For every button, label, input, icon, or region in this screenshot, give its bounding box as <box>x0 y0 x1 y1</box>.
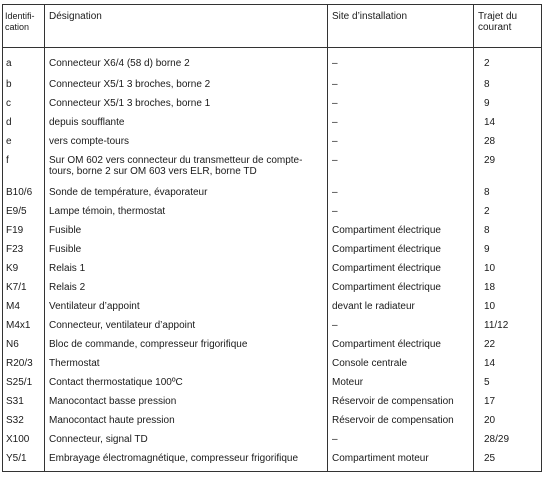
row-trajet: 2 <box>474 202 542 221</box>
table-row <box>3 94 542 113</box>
row-identification: S32 <box>3 411 45 430</box>
row-designation: Connecteur X6/4 (58 d) borne 2 <box>45 48 328 75</box>
row-trajet: 25 <box>474 449 542 472</box>
row-identification: S25/1 <box>3 373 45 392</box>
row-identification: B10/6 <box>3 183 45 202</box>
row-identification: a <box>3 48 45 75</box>
header-row <box>3 5 542 48</box>
row-identification: R20/3 <box>3 354 45 373</box>
header-identification: Identifi- cation <box>3 5 45 48</box>
row-site: Console centrale <box>328 354 474 373</box>
row-site: – <box>328 48 474 75</box>
table-row <box>3 373 542 392</box>
table-row <box>3 132 542 151</box>
row-identification: E9/5 <box>3 202 45 221</box>
row-identification: e <box>3 132 45 151</box>
header-designation: Désignation <box>45 5 328 48</box>
row-designation: Manocontact basse pression <box>45 392 328 411</box>
row-trajet: 8 <box>474 75 542 94</box>
header-site: Site d’installation <box>328 5 474 48</box>
row-designation: Connecteur, ventilateur d’appoint <box>45 316 328 335</box>
row-designation: Fusible <box>45 221 328 240</box>
row-identification: M4 <box>3 297 45 316</box>
table-row <box>3 259 542 278</box>
row-site: – <box>328 75 474 94</box>
table-row <box>3 151 542 183</box>
row-site: – <box>328 202 474 221</box>
row-site: – <box>328 316 474 335</box>
row-identification: F19 <box>3 221 45 240</box>
row-trajet: 10 <box>474 297 542 316</box>
row-designation: Thermostat <box>45 354 328 373</box>
row-trajet: 10 <box>474 259 542 278</box>
row-designation: Connecteur, signal TD <box>45 430 328 449</box>
table-row <box>3 183 542 202</box>
table-row <box>3 335 542 354</box>
row-designation: Contact thermostatique 100ºC <box>45 373 328 392</box>
row-site: Compartiment moteur <box>328 449 474 472</box>
table-row <box>3 113 542 132</box>
row-identification: F23 <box>3 240 45 259</box>
row-designation: Bloc de commande, compresseur frigorifique <box>45 335 328 354</box>
table-row <box>3 221 542 240</box>
table-row <box>3 297 542 316</box>
table-row <box>3 278 542 297</box>
row-site: Compartiment électrique <box>328 278 474 297</box>
table-row <box>3 75 542 94</box>
row-identification: f <box>3 151 45 183</box>
table-row <box>3 48 542 75</box>
row-designation: Ventilateur d’appoint <box>45 297 328 316</box>
row-trajet: 9 <box>474 240 542 259</box>
table-row <box>3 354 542 373</box>
row-identification: c <box>3 94 45 113</box>
row-trajet: 9 <box>474 94 542 113</box>
table-row <box>3 411 542 430</box>
row-identification: N6 <box>3 335 45 354</box>
row-site: – <box>328 430 474 449</box>
table-row <box>3 240 542 259</box>
component-legend-table <box>2 4 542 472</box>
table-row <box>3 316 542 335</box>
header-trajet: Trajet du courant <box>474 5 542 48</box>
row-identification: X100 <box>3 430 45 449</box>
row-site: – <box>328 113 474 132</box>
row-trajet: 18 <box>474 278 542 297</box>
row-designation: Manocontact haute pression <box>45 411 328 430</box>
row-site: – <box>328 183 474 202</box>
row-designation: Sur OM 602 vers connecteur du transmetteur de compte-tours, borne 2 sur OM 603 vers ELR, borne TD <box>45 151 328 183</box>
row-trajet: 22 <box>474 335 542 354</box>
table-row <box>3 392 542 411</box>
row-identification: S31 <box>3 392 45 411</box>
row-site: – <box>328 151 474 183</box>
row-identification: Y5/1 <box>3 449 45 472</box>
row-site: Réservoir de compensation <box>328 392 474 411</box>
row-trajet: 29 <box>474 151 542 183</box>
row-identification: K9 <box>3 259 45 278</box>
row-designation: Lampe témoin, thermostat <box>45 202 328 221</box>
row-site: devant le radiateur <box>328 297 474 316</box>
row-site: Compartiment électrique <box>328 240 474 259</box>
row-designation: Relais 1 <box>45 259 328 278</box>
table-row <box>3 430 542 449</box>
row-identification: b <box>3 75 45 94</box>
row-designation: Connecteur X5/1 3 broches, borne 2 <box>45 75 328 94</box>
row-trajet: 20 <box>474 411 542 430</box>
row-site: Compartiment électrique <box>328 221 474 240</box>
row-site: – <box>328 132 474 151</box>
row-site: – <box>328 94 474 113</box>
row-designation: Connecteur X5/1 3 broches, borne 1 <box>45 94 328 113</box>
row-trajet: 17 <box>474 392 542 411</box>
row-site: Compartiment électrique <box>328 335 474 354</box>
row-trajet: 8 <box>474 221 542 240</box>
row-trajet: 5 <box>474 373 542 392</box>
row-trajet: 11/12 <box>474 316 542 335</box>
row-identification: K7/1 <box>3 278 45 297</box>
row-trajet: 14 <box>474 113 542 132</box>
row-designation: vers compte-tours <box>45 132 328 151</box>
row-designation: Embrayage électromagnétique, compresseur frigorifique <box>45 449 328 472</box>
row-trajet: 14 <box>474 354 542 373</box>
row-trajet: 28/29 <box>474 430 542 449</box>
row-identification: d <box>3 113 45 132</box>
row-designation: Relais 2 <box>45 278 328 297</box>
row-site: Compartiment électrique <box>328 259 474 278</box>
row-designation: Sonde de température, évaporateur <box>45 183 328 202</box>
row-site: Réservoir de compensation <box>328 411 474 430</box>
row-identification: M4x1 <box>3 316 45 335</box>
row-designation: depuis soufflante <box>45 113 328 132</box>
table-row <box>3 449 542 472</box>
row-trajet: 28 <box>474 132 542 151</box>
row-trajet: 2 <box>474 48 542 75</box>
row-trajet: 8 <box>474 183 542 202</box>
row-designation: Fusible <box>45 240 328 259</box>
table-row <box>3 202 542 221</box>
row-site: Moteur <box>328 373 474 392</box>
